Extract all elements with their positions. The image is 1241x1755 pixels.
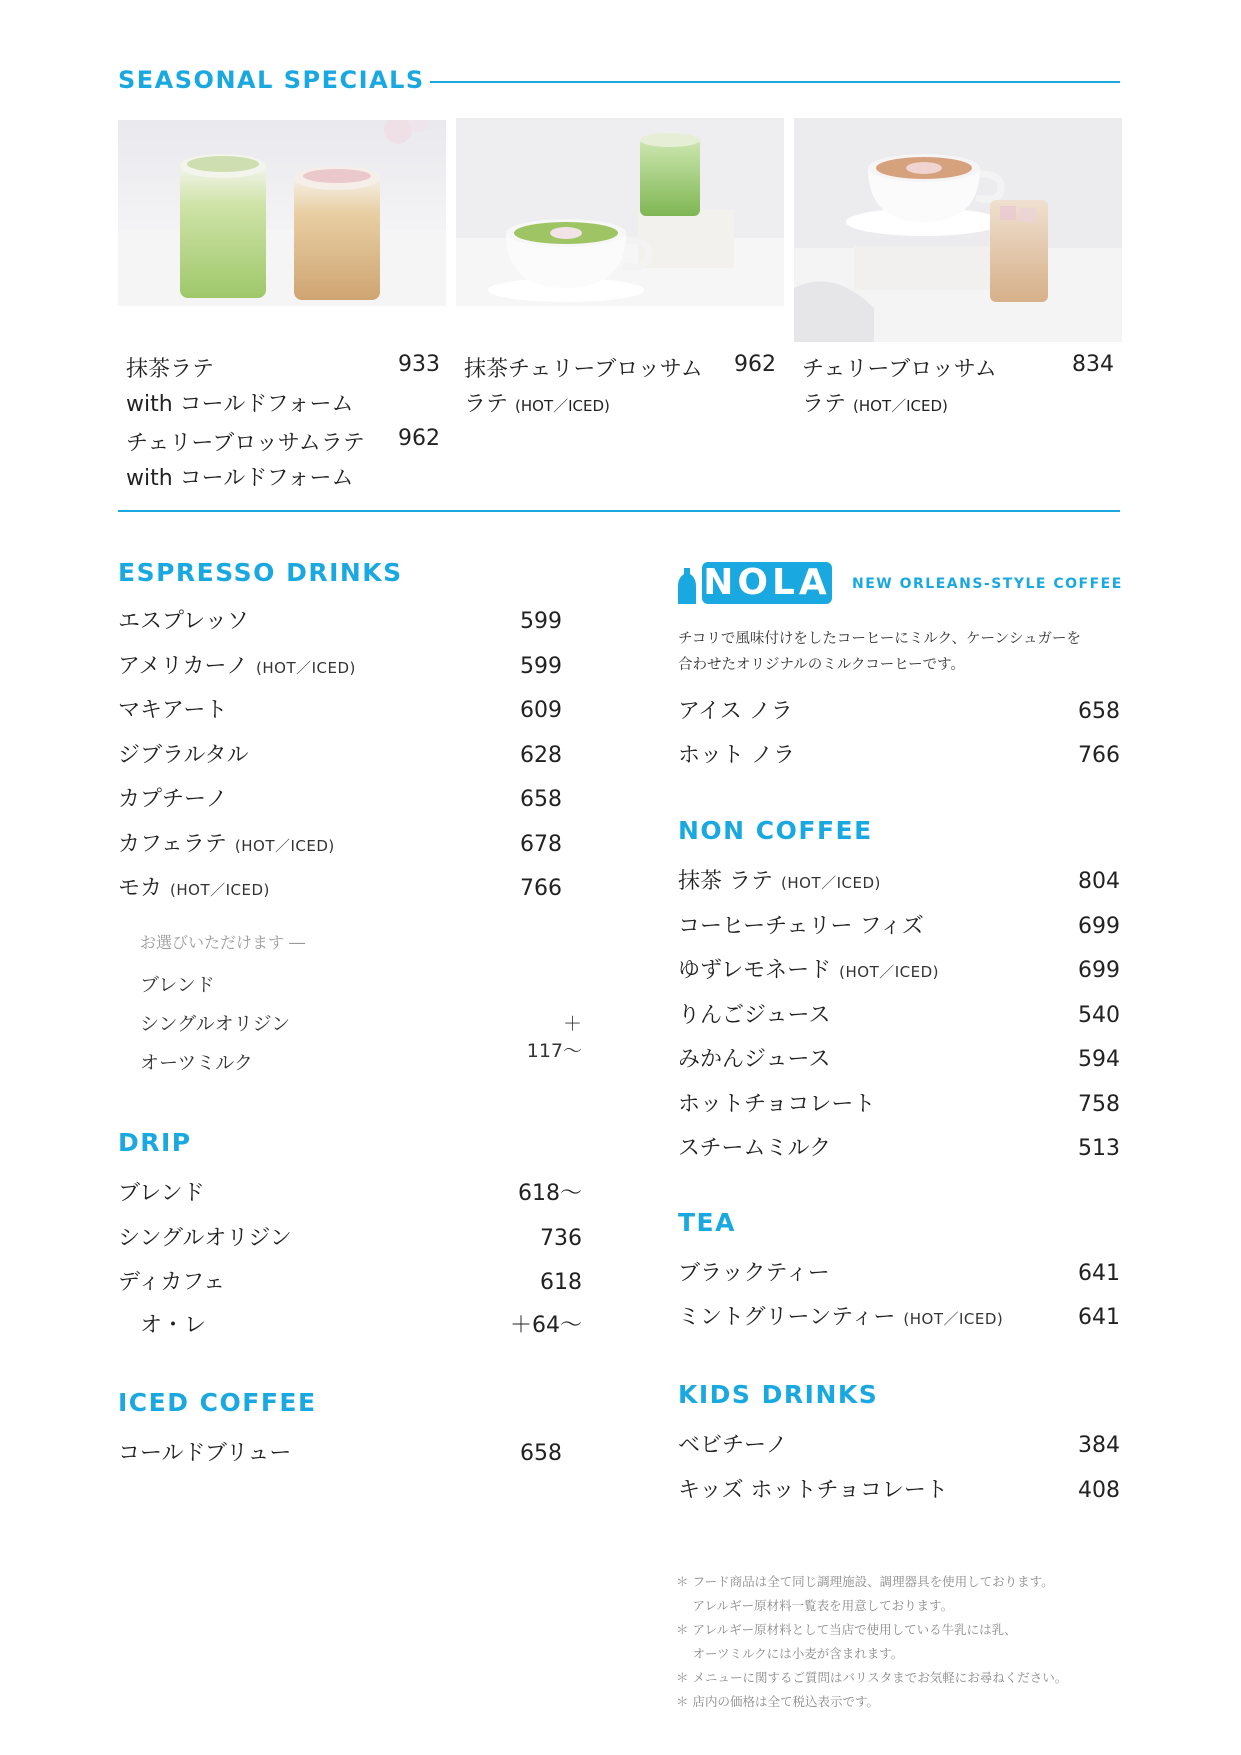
menu-item-price: 618〜 (518, 1181, 582, 1206)
nola-tagline: NEW ORLEANS-STYLE COFFEE (852, 576, 1123, 592)
seasonal-title: SEASONAL SPECIALS (118, 66, 425, 94)
menu-item-row (678, 1042, 1120, 1073)
menu-item-name-group (118, 1176, 205, 1207)
tea-title: TEA (678, 1208, 736, 1237)
menu-item-row (678, 1428, 1120, 1459)
seasonal-item-price: 933 (398, 352, 440, 377)
menu-item-price: 599 (520, 653, 562, 679)
menu-item-name-group (678, 1300, 1003, 1331)
menu-item-name: みかんジュース (678, 1047, 831, 1072)
menu-item-price: 658 (520, 1441, 562, 1466)
nola-description-line1: チコリで風味付けをしたコーヒーにミルク、ケーンシュガーを (678, 631, 1082, 647)
menu-item-row (118, 693, 562, 724)
menu-item-name: ベビチーノ (678, 1433, 788, 1458)
menu-item-price: 658 (1078, 699, 1120, 724)
menu-item-name-group (118, 827, 335, 858)
menu-item-price: 641 (1078, 1305, 1120, 1330)
footnotes (676, 1570, 1067, 1714)
menu-item-name-group (118, 782, 228, 813)
espresso-option-single-origin: シングルオリジン (140, 1013, 291, 1035)
menu-item-price: 736 (540, 1225, 582, 1251)
seasonal-item-name-line1: チェリーブロッサム (802, 357, 997, 382)
menu-item-name-group (118, 1221, 292, 1252)
menu-item-name: ゆずレモネード (678, 958, 832, 983)
photo-matcha-cherry-latte-cold-foam (118, 120, 446, 306)
menu-item-price: 609 (520, 698, 562, 723)
seasonal-item-name-line1: 抹茶チェリーブロッサム (464, 357, 703, 382)
menu-item-name: シングルオリジン (118, 1225, 292, 1251)
menu-item-row (118, 604, 562, 635)
espresso-option-price: ＋117〜 (526, 1013, 582, 1062)
seasonal-item-matcha-latte (126, 352, 440, 418)
menu-item-name: カフェラテ (118, 831, 227, 857)
menu-item-row (118, 649, 562, 680)
menu-item-name: アメリカーノ (118, 653, 249, 679)
menu-item-name-group (678, 1042, 830, 1073)
seasonal-item-matcha-cherry-blossom-latte (464, 352, 776, 418)
menu-item-row (678, 694, 1120, 725)
menu-item-row (678, 998, 1120, 1029)
nola-logo-text: NOLA (703, 562, 831, 603)
menu-item-note: (HOT／ICED) (903, 1310, 1004, 1328)
menu-item-note: (HOT／ICED) (234, 836, 335, 855)
menu-item-name-group (678, 694, 793, 725)
footnote-line: ＊ 店内の価格は全て税込表示です。 (676, 1694, 879, 1709)
menu-item-row (678, 1087, 1120, 1118)
menu-item-note: (HOT／ICED) (839, 963, 940, 981)
menu-item-name-group (678, 909, 924, 940)
menu-item-price: 699 (1078, 913, 1120, 939)
espresso-option-oat-milk: オーツミルク (140, 1052, 253, 1074)
nola-description-line2: 合わせたオリジナルのミルクコーヒーです。 (678, 657, 965, 673)
seasonal-item-name-line1: 抹茶ラテ (126, 357, 215, 382)
menu-item-price: 658 (520, 787, 562, 812)
menu-item-price: 641 (1078, 1261, 1120, 1286)
espresso-choose-label: お選びいただけます ― (140, 933, 306, 952)
menu-item-name: ブレンド (118, 1181, 205, 1206)
menu-item-name-group (118, 1265, 225, 1296)
menu-item-name-group (678, 1131, 831, 1162)
seasonal-item-price: 962 (734, 352, 776, 377)
seasonal-item-cherry-latte (126, 426, 440, 492)
menu-item-name: ジブラルタル (118, 742, 249, 768)
seasonal-title-rule (430, 81, 1120, 83)
menu-item-price: 628 (520, 742, 562, 768)
menu-item-name-group (118, 738, 248, 769)
menu-item-row (118, 1176, 582, 1207)
menu-item-name: エスプレッソ (118, 609, 249, 634)
menu-item-price: 804 (1078, 869, 1120, 894)
seasonal-item-price: 834 (1072, 352, 1114, 377)
menu-item-name: ディカフェ (118, 1270, 226, 1295)
seasonal-item-name-line2: ラテ (464, 392, 509, 417)
menu-item-price: 513 (1078, 1136, 1120, 1161)
drip-sub-price: ＋64〜 (510, 1313, 582, 1338)
menu-item-row (118, 1221, 582, 1252)
menu-item-price: 678 (520, 831, 562, 857)
kids-drinks-title: KIDS DRINKS (678, 1380, 879, 1409)
footnote-line: ＊ アレルギー原材料として当店で使用している牛乳には乳、 (676, 1622, 1017, 1637)
menu-item-row (678, 953, 1120, 984)
menu-item-price: 594 (1078, 1047, 1120, 1072)
menu-item-name: カプチーノ (118, 787, 228, 812)
menu-item-price: 766 (1078, 743, 1120, 768)
menu-item-row (118, 871, 562, 902)
espresso-title: ESPRESSO DRINKS (118, 558, 403, 587)
seasonal-item-name-line1: チェリーブロッサムラテ (126, 431, 365, 456)
menu-item-name-group (678, 1087, 875, 1118)
menu-item-name-group (118, 649, 356, 680)
photo-matcha-cherry-blossom-latte (456, 118, 784, 306)
footnote-line: ＊ メニューに関するご質問はバリスタまでお気軽にお尋ねください。 (676, 1670, 1068, 1685)
menu-item-row (678, 738, 1120, 769)
menu-item-price: 618 (540, 1270, 582, 1295)
seasonal-item-name-line2: ラテ (802, 392, 847, 417)
menu-item-price: 699 (1078, 958, 1120, 983)
menu-item-name: スチームミルク (678, 1136, 832, 1161)
menu-item-name: コーヒーチェリー フィズ (678, 913, 924, 939)
menu-item-name-group (118, 604, 249, 635)
menu-item-name-group (678, 1428, 788, 1459)
menu-item-note: (HOT／ICED) (256, 658, 356, 677)
menu-item-name: 抹茶 ラテ (678, 869, 773, 894)
menu-item-row (118, 827, 562, 858)
menu-item-name: ホット ノラ (678, 743, 795, 768)
menu-item-row (118, 738, 562, 769)
menu-item-name: ホットチョコレート (678, 1091, 876, 1117)
menu-item-name-group (678, 1256, 830, 1287)
menu-item-name-group (678, 998, 830, 1029)
menu-item-name: りんごジュース (678, 1002, 831, 1028)
menu-item-row (678, 1256, 1120, 1287)
menu-item-name-group (118, 1436, 291, 1467)
menu-item-row (118, 1436, 562, 1467)
menu-item-name: ミントグリーンティー (678, 1305, 896, 1330)
menu-item-price: 766 (520, 876, 562, 901)
seasonal-item-cherry-blossom-latte (802, 352, 1114, 418)
menu-item-row (678, 864, 1120, 895)
menu-item-name: コールドブリュー (118, 1441, 292, 1466)
menu-item-row (118, 1265, 582, 1296)
seasonal-item-name-line2: with コールドフォーム (126, 392, 354, 417)
menu-item-name-group (678, 1473, 948, 1504)
menu-item-name: マキアート (118, 698, 228, 723)
menu-item-name-group (118, 693, 227, 724)
menu-item-name: キッズ ホットチョコレート (678, 1477, 948, 1503)
non-coffee-title: NON COFFEE (678, 816, 873, 845)
menu-item-name: アイス ノラ (678, 699, 793, 724)
seasonal-item-note: (HOT／ICED) (853, 397, 948, 415)
nola-logo (676, 560, 834, 606)
menu-item-price: 599 (520, 609, 562, 634)
menu-item-name-group (678, 953, 939, 984)
drip-title: DRIP (118, 1128, 192, 1157)
seasonal-item-price: 962 (398, 426, 440, 451)
seasonal-bottom-rule (118, 510, 1120, 512)
footnote-line: オーツミルクには小麦が含まれます。 (676, 1646, 904, 1661)
espresso-option-blend: ブレンド (140, 974, 215, 996)
menu-item-price: 540 (1078, 1002, 1120, 1028)
menu-item-row (678, 1300, 1120, 1331)
seasonal-item-name-line2: with コールドフォーム (126, 466, 354, 491)
drip-sub-item-au-lait (140, 1308, 582, 1339)
menu-item-row (678, 1473, 1120, 1504)
menu-item-name: ブラックティー (678, 1261, 830, 1286)
menu-item-row (678, 1131, 1120, 1162)
menu-item-price: 384 (1078, 1433, 1120, 1458)
menu-item-name-group (678, 738, 795, 769)
menu-item-name: モカ (118, 876, 163, 901)
menu-item-name-group (118, 871, 270, 902)
menu-item-note: (HOT／ICED) (781, 874, 881, 892)
menu-item-note: (HOT／ICED) (170, 881, 270, 899)
menu-item-name-group (678, 864, 881, 895)
drip-sub-name: オ・レ (140, 1313, 207, 1338)
iced-coffee-title: ICED COFFEE (118, 1388, 317, 1417)
menu-item-row (678, 909, 1120, 940)
menu-item-price: 758 (1078, 1091, 1120, 1117)
photo-cherry-blossom-latte (794, 118, 1122, 342)
footnote-line: アレルギー原材料一覧表を用意しております。 (676, 1598, 954, 1613)
menu-item-price: 408 (1078, 1477, 1120, 1503)
seasonal-item-note: (HOT／ICED) (515, 397, 610, 415)
menu-item-row (118, 782, 562, 813)
footnote-line: ＊ フード商品は全て同じ調理施設、調理器具を使用しております。 (676, 1574, 1054, 1589)
